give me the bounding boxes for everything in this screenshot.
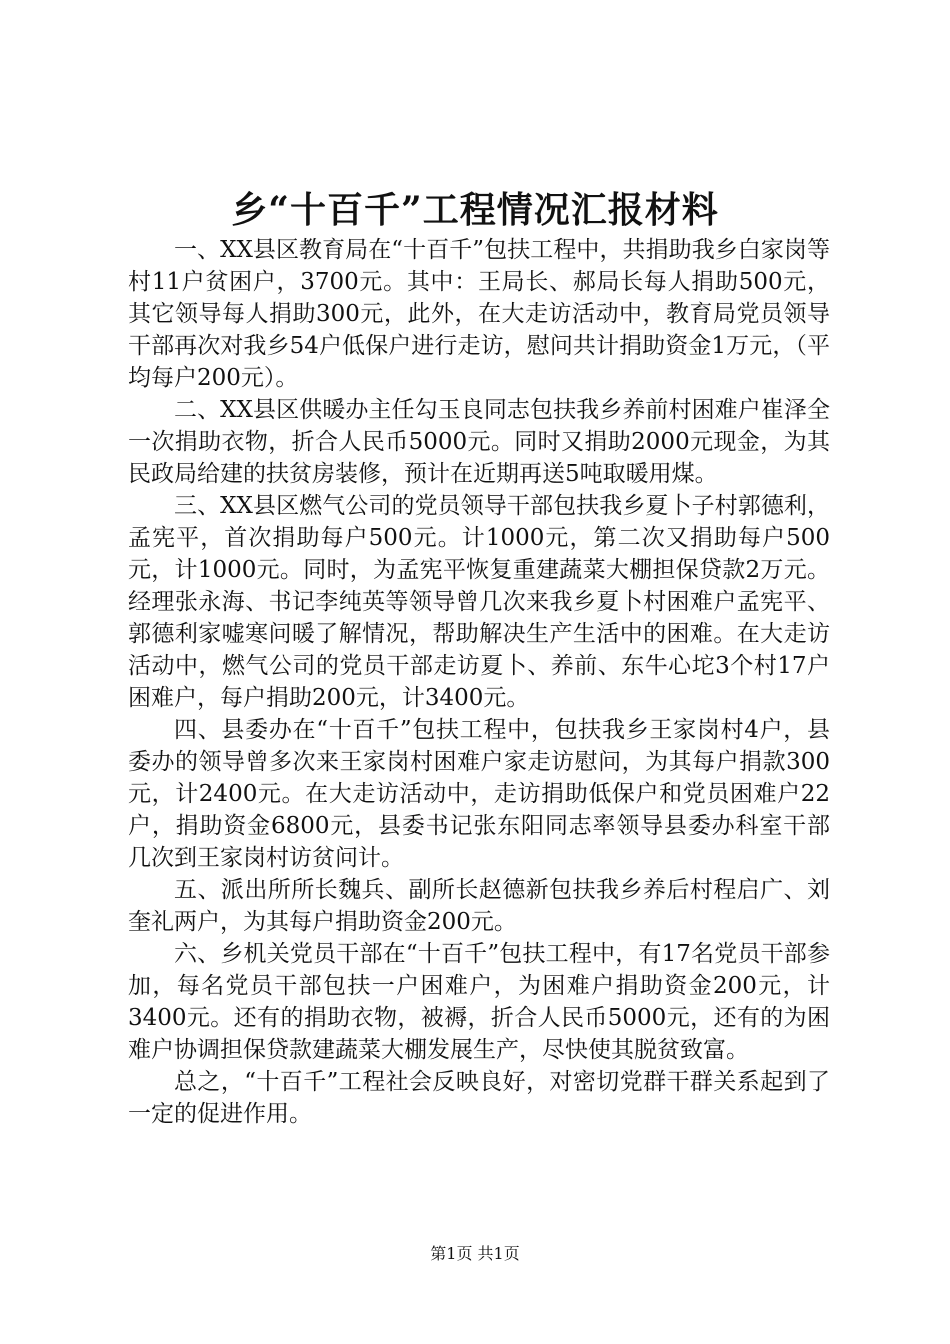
paragraph-3: 三、XX县区燃气公司的党员领导干部包扶我乡夏卜子村郭德利，孟宪平，首次捐助每户500元。计1000元，第二次又捐助每户500元，计1000元。同时，为孟宪平恢复重建蔬菜大棚担保贷款2万元。经理张永海、书记李纯英等领导曾几次来我乡夏卜村困难户孟宪平、郭德利家嘘寒问暖了解情况，帮助解决生产生活中的困难。在大走访活动中，燃气公司的党员干部走访夏卜、养前、东牛心坨3个村17户困难户，每户捐助200元，计3400元。 (128, 493, 830, 711)
paragraph-2: 二、XX县区供暖办主任勾玉良同志包扶我乡养前村困难户崔泽全一次捐助衣物，折合人民币5000元。同时又捐助2000元现金，为其民政局给建的扶贫房装修，预计在近期再送5吨取暖用煤。 (128, 397, 830, 487)
paragraph-7: 总之，“十百千”工程社会反映良好，对密切党群干群关系起到了一定的促进作用。 (128, 1069, 830, 1127)
paragraph-1: 一、XX县区教育局在“十百千”包扶工程中，共捐助我乡白家岗等村11户贫困户，3700元。其中：王局长、郝局长每人捐助500元，其它领导每人捐助300元，此外，在大走访活动中，教育局党员领导干部再次对我乡54户低保户进行走访，慰问共计捐助资金1万元，（平均每户200元）。 (128, 237, 830, 391)
paragraph-5: 五、派出所所长魏兵、副所长赵德新包扶我乡养后村程启广、刘奎礼两户，为其每户捐助资金200元。 (128, 877, 830, 935)
document-body (128, 234, 830, 1130)
page-footer: 第1页 共1页 (430, 1244, 520, 1263)
paragraph-4: 四、县委办在“十百千”包扶工程中，包扶我乡王家岗村4户，县委办的领导曾多次来王家岗村困难户家走访慰问，为其每户捐款300元，计2400元。在大走访活动中，走访捐助低保户和党员困难户22户，捐助资金6800元，县委书记张东阳同志率领导县委办科室干部几次到王家岗村访贫问计。 (128, 717, 830, 871)
paragraph-6: 六、乡机关党员干部在“十百千”包扶工程中，有17名党员干部参加，每名党员干部包扶一户困难户，为困难户捐助资金200元，计3400元。还有的捐助衣物，被褥，折合人民币5000元，还有的为困难户协调担保贷款建蔬菜大棚发展生产，尽快使其脱贫致富。 (128, 941, 830, 1063)
document-title: 乡“十百千”工程情况汇报材料 (231, 189, 719, 231)
